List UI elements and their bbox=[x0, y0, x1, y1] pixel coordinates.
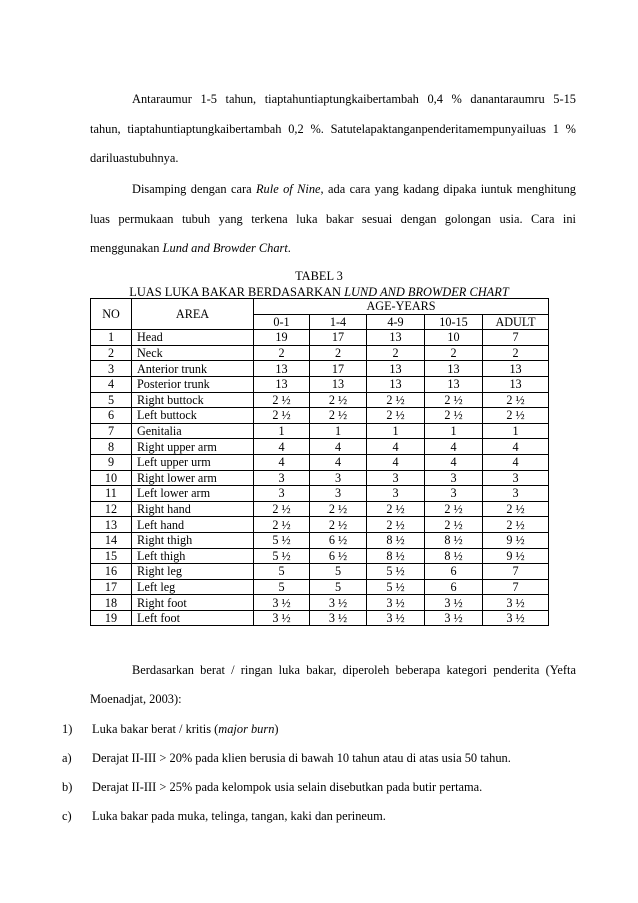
cell-value: 5 ½ bbox=[367, 579, 425, 595]
cell-area: Left leg bbox=[132, 579, 254, 595]
cell-value: 4 bbox=[310, 454, 367, 470]
cell-value: 2 ½ bbox=[425, 501, 483, 517]
cell-value: 13 bbox=[483, 361, 549, 377]
cell-value: 7 bbox=[483, 579, 549, 595]
paragraph-2-line-3: menggunakan Lund and Browder Chart. bbox=[90, 241, 291, 255]
cell-value: 3 bbox=[310, 486, 367, 502]
cell-value: 13 bbox=[425, 361, 483, 377]
cell-value: 13 bbox=[310, 376, 367, 392]
table-title: LUAS LUKA BAKAR BERDASARKAN LUND AND BROWDER CHART bbox=[129, 285, 509, 299]
table-row bbox=[91, 376, 549, 392]
cell-value: 2 ½ bbox=[254, 392, 310, 408]
cell-value: 17 bbox=[310, 361, 367, 377]
cell-no: 18 bbox=[91, 595, 132, 611]
cell-value: 6 bbox=[425, 564, 483, 580]
cell-value: 2 ½ bbox=[367, 392, 425, 408]
cell-value: 2 ½ bbox=[310, 392, 367, 408]
paragraph-1-line-2: tahun, tiaptahuntiaptungkaibertambah 0,2 %. Satutelapaktanganpenderitamempunyailuas 1 % bbox=[90, 122, 576, 136]
cell-value: 2 bbox=[254, 345, 310, 361]
table-row bbox=[91, 330, 549, 346]
cell-no: 4 bbox=[91, 376, 132, 392]
cell-area: Left lower arm bbox=[132, 486, 254, 502]
table-row bbox=[91, 610, 549, 626]
cell-value: 4 bbox=[425, 439, 483, 455]
cell-no: 15 bbox=[91, 548, 132, 564]
cell-no: 19 bbox=[91, 610, 132, 626]
cell-value: 4 bbox=[254, 439, 310, 455]
cell-value: 3 ½ bbox=[310, 595, 367, 611]
cell-value: 2 ½ bbox=[254, 517, 310, 533]
cell-value: 3 bbox=[254, 486, 310, 502]
cell-no: 6 bbox=[91, 408, 132, 424]
table-body bbox=[91, 330, 549, 626]
cell-value: 19 bbox=[254, 330, 310, 346]
table-row bbox=[91, 439, 549, 455]
cell-area: Right thigh bbox=[132, 532, 254, 548]
table-row bbox=[91, 470, 549, 486]
list-item-major-burn: Luka bakar berat / kritis (major burn) bbox=[92, 722, 279, 736]
cell-value: 6 ½ bbox=[310, 548, 367, 564]
cell-area: Right hand bbox=[132, 501, 254, 517]
table-row bbox=[91, 579, 549, 595]
table-row bbox=[91, 548, 549, 564]
cell-area: Right lower arm bbox=[132, 470, 254, 486]
cell-value: 5 ½ bbox=[367, 564, 425, 580]
table-row bbox=[91, 517, 549, 533]
cell-no: 8 bbox=[91, 439, 132, 455]
cell-value: 8 ½ bbox=[425, 532, 483, 548]
cell-value: 2 ½ bbox=[310, 408, 367, 424]
cell-value: 13 bbox=[483, 376, 549, 392]
cell-no: 9 bbox=[91, 454, 132, 470]
cell-area: Left thigh bbox=[132, 548, 254, 564]
cell-no: 16 bbox=[91, 564, 132, 580]
paragraph-3-line-1: Berdasarkan berat / ringan luka bakar, diperoleh beberapa kategori penderita (Yefta bbox=[132, 663, 576, 677]
header-age-years: AGE-YEARS bbox=[254, 299, 549, 315]
table-row bbox=[91, 408, 549, 424]
list-marker: a) bbox=[62, 751, 72, 765]
cell-area: Right leg bbox=[132, 564, 254, 580]
paragraph-3-line-2: Moenadjat, 2003): bbox=[90, 692, 182, 706]
cell-value: 3 bbox=[483, 486, 549, 502]
cell-area: Left buttock bbox=[132, 408, 254, 424]
cell-area: Right foot bbox=[132, 595, 254, 611]
rule-of-nine-term: Rule of Nine bbox=[255, 182, 321, 196]
cell-value: 3 bbox=[425, 486, 483, 502]
cell-value: 5 bbox=[254, 579, 310, 595]
cell-value: 4 bbox=[483, 454, 549, 470]
list-marker: c) bbox=[62, 809, 72, 823]
cell-value: 2 ½ bbox=[310, 517, 367, 533]
cell-value: 13 bbox=[254, 361, 310, 377]
cell-area: Anterior trunk bbox=[132, 361, 254, 377]
header-age: 10-15 bbox=[425, 314, 483, 330]
cell-value: 4 bbox=[367, 439, 425, 455]
cell-value: 2 bbox=[367, 345, 425, 361]
list-item-c: Luka bakar pada muka, telinga, tangan, kaki dan perineum. bbox=[92, 809, 386, 823]
cell-value: 13 bbox=[367, 376, 425, 392]
cell-area: Right upper arm bbox=[132, 439, 254, 455]
cell-no: 5 bbox=[91, 392, 132, 408]
table-caption bbox=[90, 268, 548, 300]
cell-value: 5 ½ bbox=[254, 532, 310, 548]
header-age: 0-1 bbox=[254, 314, 310, 330]
paragraph-1-line-3: dariluastubuhnya. bbox=[90, 151, 179, 165]
cell-no: 17 bbox=[91, 579, 132, 595]
header-age: 1-4 bbox=[310, 314, 367, 330]
cell-value: 4 bbox=[310, 439, 367, 455]
cell-value: 7 bbox=[483, 330, 549, 346]
cell-value: 6 bbox=[425, 579, 483, 595]
header-no: NO bbox=[91, 299, 132, 330]
cell-value: 3 ½ bbox=[483, 610, 549, 626]
cell-value: 6 ½ bbox=[310, 532, 367, 548]
cell-value: 4 bbox=[425, 454, 483, 470]
cell-value: 1 bbox=[483, 423, 549, 439]
cell-value: 2 ½ bbox=[483, 392, 549, 408]
cell-value: 5 ½ bbox=[254, 548, 310, 564]
paragraph-1-line-1: Antaraumur 1-5 tahun, tiaptahuntiaptungkaibertambah 0,4 % danantaraumru 5-15 bbox=[132, 92, 576, 106]
lund-browder-table bbox=[90, 298, 549, 626]
cell-value: 5 bbox=[310, 579, 367, 595]
cell-value: 2 ½ bbox=[254, 501, 310, 517]
table-row bbox=[91, 564, 549, 580]
list-item-b: Derajat II-III > 25% pada kelompok usia selain disebutkan pada butir pertama. bbox=[92, 780, 483, 794]
cell-no: 11 bbox=[91, 486, 132, 502]
paragraph-2-line-2: luas permukaan tubuh yang terkena luka bakar sesuai dengan golongan usia. Cara ini bbox=[90, 212, 576, 226]
cell-value: 3 bbox=[254, 470, 310, 486]
table-row bbox=[91, 392, 549, 408]
cell-no: 14 bbox=[91, 532, 132, 548]
cell-value: 2 ½ bbox=[367, 501, 425, 517]
list-item-a: Derajat II-III > 20% pada klien berusia di bawah 10 tahun atau di atas usia 50 tahun. bbox=[92, 751, 511, 765]
cell-area: Genitalia bbox=[132, 423, 254, 439]
cell-area: Head bbox=[132, 330, 254, 346]
cell-value: 2 ½ bbox=[483, 501, 549, 517]
table-row bbox=[91, 454, 549, 470]
cell-value: 3 bbox=[425, 470, 483, 486]
cell-area: Posterior trunk bbox=[132, 376, 254, 392]
cell-value: 13 bbox=[367, 361, 425, 377]
cell-value: 3 ½ bbox=[367, 595, 425, 611]
table-row bbox=[91, 361, 549, 377]
cell-value: 2 bbox=[483, 345, 549, 361]
cell-value: 8 ½ bbox=[425, 548, 483, 564]
cell-no: 10 bbox=[91, 470, 132, 486]
cell-value: 4 bbox=[367, 454, 425, 470]
table-row bbox=[91, 345, 549, 361]
paragraph-2-line-1: Disamping dengan cara Rule of Nine, ada cara yang kadang dipaka iuntuk menghitung bbox=[132, 182, 576, 196]
cell-no: 3 bbox=[91, 361, 132, 377]
cell-value: 3 ½ bbox=[367, 610, 425, 626]
header-area: AREA bbox=[132, 299, 254, 330]
cell-value: 2 ½ bbox=[367, 517, 425, 533]
lund-browder-term: Lund and Browder Chart bbox=[162, 241, 288, 255]
header-age: ADULT bbox=[483, 314, 549, 330]
cell-value: 3 bbox=[310, 470, 367, 486]
table-row bbox=[91, 486, 549, 502]
cell-area: Right buttock bbox=[132, 392, 254, 408]
cell-no: 12 bbox=[91, 501, 132, 517]
table-row bbox=[91, 501, 549, 517]
cell-value: 8 ½ bbox=[367, 532, 425, 548]
cell-value: 5 bbox=[254, 564, 310, 580]
cell-value: 13 bbox=[367, 330, 425, 346]
cell-area: Neck bbox=[132, 345, 254, 361]
cell-value: 3 bbox=[367, 470, 425, 486]
cell-value: 3 bbox=[483, 470, 549, 486]
cell-value: 17 bbox=[310, 330, 367, 346]
cell-value: 3 bbox=[367, 486, 425, 502]
cell-value: 1 bbox=[367, 423, 425, 439]
table-row bbox=[91, 532, 549, 548]
cell-value: 9 ½ bbox=[483, 548, 549, 564]
list-marker: b) bbox=[62, 780, 73, 794]
cell-value: 2 ½ bbox=[310, 501, 367, 517]
cell-no: 13 bbox=[91, 517, 132, 533]
cell-value: 2 bbox=[310, 345, 367, 361]
cell-value: 1 bbox=[310, 423, 367, 439]
cell-area: Left foot bbox=[132, 610, 254, 626]
cell-value: 3 ½ bbox=[425, 595, 483, 611]
cell-value: 4 bbox=[254, 454, 310, 470]
cell-value: 5 bbox=[310, 564, 367, 580]
cell-area: Left hand bbox=[132, 517, 254, 533]
cell-value: 3 ½ bbox=[425, 610, 483, 626]
cell-value: 10 bbox=[425, 330, 483, 346]
cell-no: 7 bbox=[91, 423, 132, 439]
cell-value: 2 ½ bbox=[425, 517, 483, 533]
cell-no: 2 bbox=[91, 345, 132, 361]
cell-value: 2 ½ bbox=[425, 408, 483, 424]
cell-value: 3 ½ bbox=[483, 595, 549, 611]
cell-value: 2 ½ bbox=[425, 392, 483, 408]
cell-value: 2 ½ bbox=[483, 408, 549, 424]
table-row bbox=[91, 423, 549, 439]
cell-value: 3 ½ bbox=[254, 610, 310, 626]
cell-value: 13 bbox=[254, 376, 310, 392]
header-age: 4-9 bbox=[367, 314, 425, 330]
cell-value: 8 ½ bbox=[367, 548, 425, 564]
cell-value: 13 bbox=[425, 376, 483, 392]
cell-value: 3 ½ bbox=[254, 595, 310, 611]
cell-value: 2 ½ bbox=[367, 408, 425, 424]
cell-value: 7 bbox=[483, 564, 549, 580]
cell-value: 2 ½ bbox=[483, 517, 549, 533]
cell-value: 1 bbox=[425, 423, 483, 439]
cell-value: 1 bbox=[254, 423, 310, 439]
list-marker: 1) bbox=[62, 722, 73, 736]
cell-area: Left upper urm bbox=[132, 454, 254, 470]
cell-no: 1 bbox=[91, 330, 132, 346]
cell-value: 3 ½ bbox=[310, 610, 367, 626]
cell-value: 9 ½ bbox=[483, 532, 549, 548]
cell-value: 2 bbox=[425, 345, 483, 361]
cell-value: 2 ½ bbox=[254, 408, 310, 424]
table-number: TABEL 3 bbox=[295, 269, 343, 283]
table-row bbox=[91, 595, 549, 611]
cell-value: 4 bbox=[483, 439, 549, 455]
